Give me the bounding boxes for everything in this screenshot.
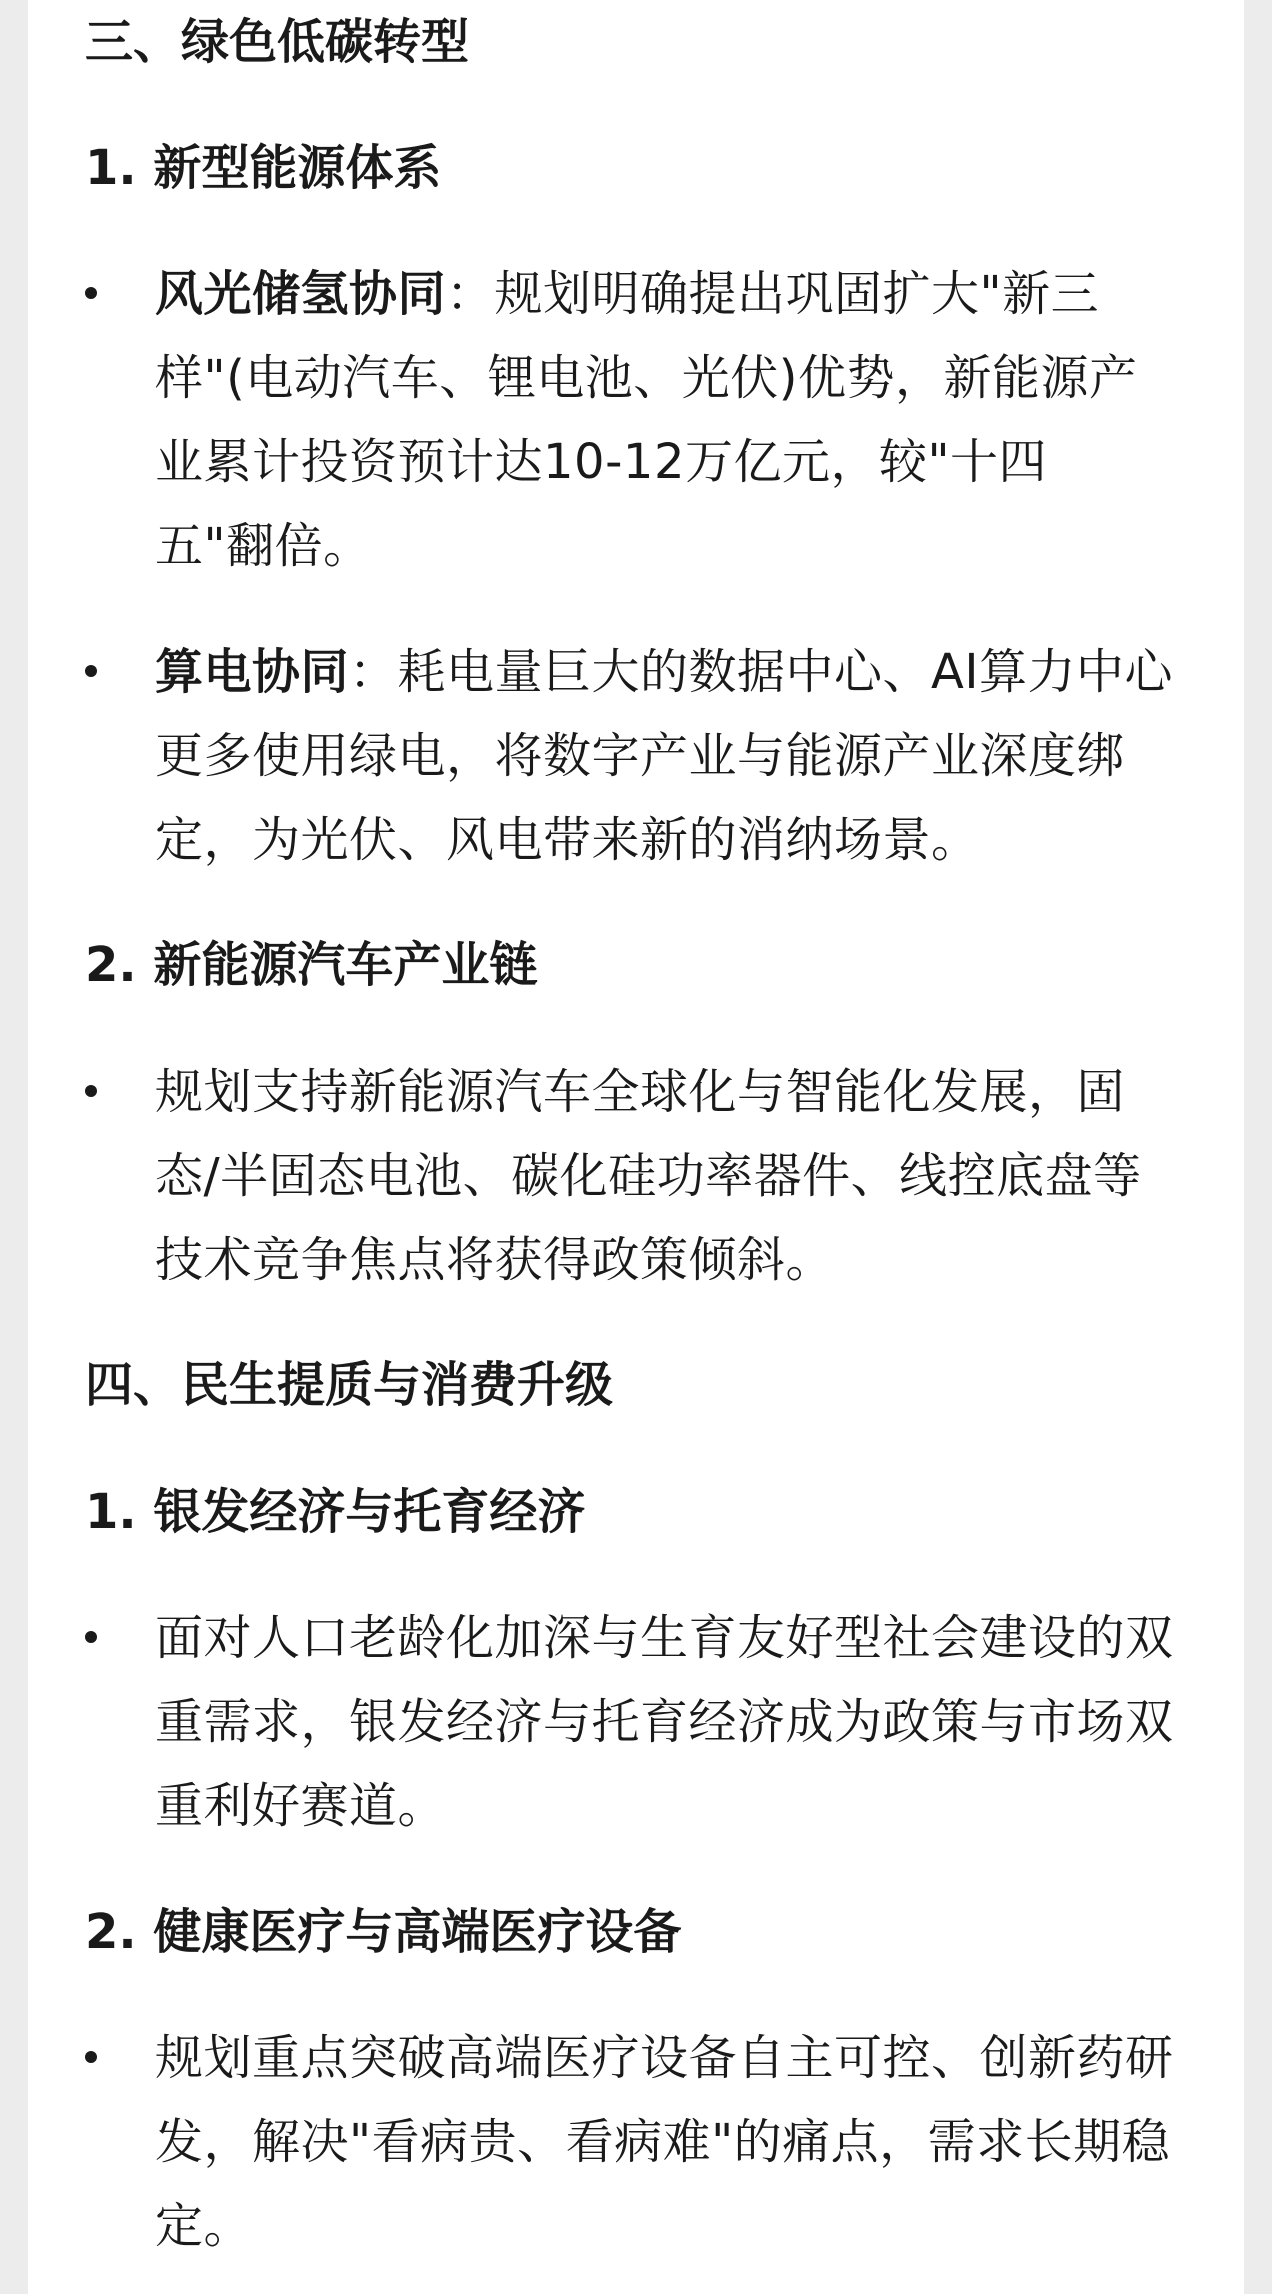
list-item: [85, 1050, 1205, 1302]
list-item-text: [155, 252, 1155, 588]
list-item-separator: ：: [349, 644, 398, 700]
bullet-icon: [85, 1085, 97, 1097]
section-heading: 三、绿色低碳转型: [85, 14, 470, 70]
list-item-separator: ：: [446, 266, 495, 322]
list-item-body: 规划重点突破高端医疗设备自主可控、创新药研发，解决"看病贵、看病难"的痛点，需求长期稳定。: [155, 2030, 1174, 2254]
bullet-icon: [85, 287, 97, 299]
list-item-text: [155, 630, 1185, 882]
bullet-icon: [85, 665, 97, 677]
bullet-icon: [85, 1631, 97, 1643]
list-item-text: [155, 2016, 1185, 2268]
bullet-icon: [85, 2051, 97, 2063]
article-page: [28, 0, 1244, 2294]
section-heading: 四、民生提质与消费升级: [85, 1357, 614, 1413]
sub-heading: 2. 新能源汽车产业链: [85, 937, 538, 993]
list-item: [85, 1596, 1205, 1848]
list-item: [85, 252, 1205, 588]
sub-heading: 2. 健康医疗与高端医疗设备: [85, 1904, 682, 1960]
list-item-body: 规划明确提出巩固扩大"新三样"(电动汽车、锂电池、光伏)优势，新能源产业累计投资预计达10-12万亿元，较"十四五"翻倍。: [155, 266, 1138, 574]
sub-heading: 1. 银发经济与托育经济: [85, 1484, 586, 1540]
list-item-body: 耗电量巨大的数据中心、AI算力中心更多使用绿电，将数字产业与能源产业深度绑定，为光伏、风电带来新的消纳场景。: [155, 644, 1174, 868]
list-item: [85, 2016, 1205, 2268]
list-item: [85, 630, 1205, 882]
list-item-text: [155, 1596, 1185, 1848]
sub-heading: 1. 新型能源体系: [85, 140, 442, 196]
list-item-body: 规划支持新能源汽车全球化与智能化发展，固态/半固态电池、碳化硅功率器件、线控底盘等技术竞争焦点将获得政策倾斜。: [155, 1064, 1142, 1288]
list-item-text: [155, 1050, 1185, 1302]
list-item-body: 面对人口老龄化加深与生育友好型社会建设的双重需求，银发经济与托育经济成为政策与市场双重利好赛道。: [155, 1610, 1174, 1834]
list-item-term: 风光储氢协同: [155, 266, 447, 322]
list-item-term: 算电协同: [155, 644, 350, 700]
